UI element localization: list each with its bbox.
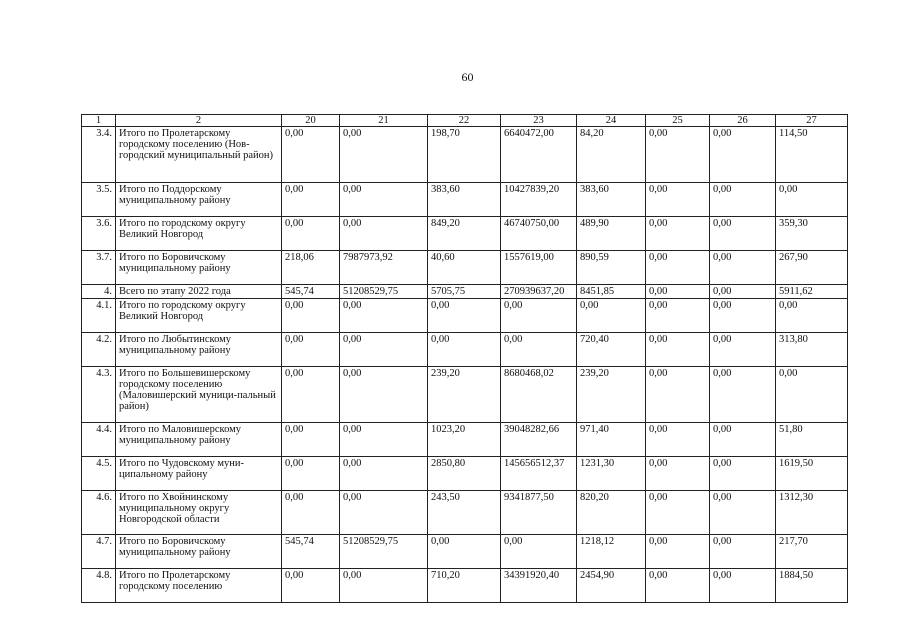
row-value: 0,00 bbox=[340, 183, 428, 217]
row-value: 0,00 bbox=[501, 535, 577, 569]
row-value: 0,00 bbox=[282, 299, 340, 333]
row-value: 0,00 bbox=[776, 367, 848, 423]
row-value: 8680468,02 bbox=[501, 367, 577, 423]
row-value: 0,00 bbox=[646, 127, 710, 183]
row-value: 383,60 bbox=[428, 183, 501, 217]
row-value: 0,00 bbox=[710, 491, 776, 535]
table-header bbox=[82, 115, 848, 127]
row-value: 0,00 bbox=[282, 183, 340, 217]
row-value: 0,00 bbox=[340, 569, 428, 603]
row-value: 820,20 bbox=[577, 491, 646, 535]
row-value: 545,74 bbox=[282, 285, 340, 299]
row-number: 4.5. bbox=[82, 457, 116, 491]
row-value: 0,00 bbox=[577, 299, 646, 333]
table-row bbox=[82, 423, 848, 457]
column-header: 20 bbox=[282, 115, 340, 127]
table-row bbox=[82, 367, 848, 423]
row-number: 4.6. bbox=[82, 491, 116, 535]
row-value: 1557619,00 bbox=[501, 251, 577, 285]
row-value: 0,00 bbox=[646, 535, 710, 569]
row-value: 5705,75 bbox=[428, 285, 501, 299]
row-value: 40,60 bbox=[428, 251, 501, 285]
row-value: 46740750,00 bbox=[501, 217, 577, 251]
row-value: 7987973,92 bbox=[340, 251, 428, 285]
row-value: 0,00 bbox=[428, 333, 501, 367]
row-value: 218,06 bbox=[282, 251, 340, 285]
row-value: 0,00 bbox=[340, 217, 428, 251]
table-row bbox=[82, 127, 848, 183]
column-header: 25 bbox=[646, 115, 710, 127]
row-number: 4. bbox=[82, 285, 116, 299]
row-value: 0,00 bbox=[282, 127, 340, 183]
page-number: 60 bbox=[461, 70, 474, 84]
row-value: 0,00 bbox=[282, 217, 340, 251]
row-value: 114,50 bbox=[776, 127, 848, 183]
table-row bbox=[82, 333, 848, 367]
row-value: 0,00 bbox=[646, 367, 710, 423]
row-value: 243,50 bbox=[428, 491, 501, 535]
row-value: 0,00 bbox=[646, 183, 710, 217]
row-value: 0,00 bbox=[646, 251, 710, 285]
row-value: 2454,90 bbox=[577, 569, 646, 603]
row-value: 0,00 bbox=[282, 367, 340, 423]
row-value: 0,00 bbox=[340, 299, 428, 333]
row-value: 8451,85 bbox=[577, 285, 646, 299]
table-row bbox=[82, 299, 848, 333]
row-value: 383,60 bbox=[577, 183, 646, 217]
row-value: 51,80 bbox=[776, 423, 848, 457]
row-value: 720,40 bbox=[577, 333, 646, 367]
row-value: 0,00 bbox=[710, 285, 776, 299]
row-name: Итого по Боровичскому муниципальному району bbox=[116, 535, 282, 569]
row-value: 0,00 bbox=[501, 299, 577, 333]
table-row bbox=[82, 251, 848, 285]
row-number: 3.6. bbox=[82, 217, 116, 251]
row-value: 849,20 bbox=[428, 217, 501, 251]
row-number: 4.3. bbox=[82, 367, 116, 423]
header-row bbox=[82, 115, 848, 127]
row-value: 270939637,20 bbox=[501, 285, 577, 299]
column-header: 27 bbox=[776, 115, 848, 127]
row-value: 145656512,37 bbox=[501, 457, 577, 491]
row-value: 545,74 bbox=[282, 535, 340, 569]
row-value: 1884,50 bbox=[776, 569, 848, 603]
row-value: 10427839,20 bbox=[501, 183, 577, 217]
row-value: 0,00 bbox=[428, 535, 501, 569]
table-row bbox=[82, 217, 848, 251]
row-value: 0,00 bbox=[646, 569, 710, 603]
row-number: 3.4. bbox=[82, 127, 116, 183]
row-value: 1231,30 bbox=[577, 457, 646, 491]
row-value: 1312,30 bbox=[776, 491, 848, 535]
row-value: 51208529,75 bbox=[340, 285, 428, 299]
row-value: 0,00 bbox=[710, 183, 776, 217]
row-number: 4.4. bbox=[82, 423, 116, 457]
data-table bbox=[81, 114, 848, 603]
table-body bbox=[82, 127, 848, 603]
row-value: 239,20 bbox=[577, 367, 646, 423]
row-value: 0,00 bbox=[340, 457, 428, 491]
row-name: Итого по Пролетарскому городскому поселению (Нов-городский муниципальный район) bbox=[116, 127, 282, 183]
row-value: 0,00 bbox=[646, 217, 710, 251]
row-value: 0,00 bbox=[710, 457, 776, 491]
table-row bbox=[82, 569, 848, 603]
column-header: 23 bbox=[501, 115, 577, 127]
row-number: 4.7. bbox=[82, 535, 116, 569]
row-value: 0,00 bbox=[710, 217, 776, 251]
row-value: 0,00 bbox=[710, 423, 776, 457]
row-value: 267,90 bbox=[776, 251, 848, 285]
row-name: Итого по Большевишерскому городскому поселению (Маловишерский муници-пальный район) bbox=[116, 367, 282, 423]
row-value: 0,00 bbox=[646, 333, 710, 367]
column-header: 24 bbox=[577, 115, 646, 127]
row-name: Всего по этапу 2022 года bbox=[116, 285, 282, 299]
row-number: 3.5. bbox=[82, 183, 116, 217]
row-value: 489,90 bbox=[577, 217, 646, 251]
table-row bbox=[82, 491, 848, 535]
row-value: 0,00 bbox=[501, 333, 577, 367]
row-value: 84,20 bbox=[577, 127, 646, 183]
row-value: 0,00 bbox=[646, 423, 710, 457]
row-number: 4.1. bbox=[82, 299, 116, 333]
column-header: 21 bbox=[340, 115, 428, 127]
row-value: 0,00 bbox=[646, 457, 710, 491]
row-value: 51208529,75 bbox=[340, 535, 428, 569]
row-value: 39048282,66 bbox=[501, 423, 577, 457]
row-value: 313,80 bbox=[776, 333, 848, 367]
row-name: Итого по Боровичскому муниципальному району bbox=[116, 251, 282, 285]
row-value: 0,00 bbox=[340, 127, 428, 183]
row-value: 0,00 bbox=[710, 299, 776, 333]
column-header: 1 bbox=[82, 115, 116, 127]
table-row bbox=[82, 285, 848, 299]
row-value: 0,00 bbox=[282, 569, 340, 603]
row-value: 0,00 bbox=[340, 333, 428, 367]
row-value: 9341877,50 bbox=[501, 491, 577, 535]
row-value: 710,20 bbox=[428, 569, 501, 603]
row-name: Итого по Любытинскому муниципальному району bbox=[116, 333, 282, 367]
row-value: 34391920,40 bbox=[501, 569, 577, 603]
column-header: 2 bbox=[116, 115, 282, 127]
row-number: 4.8. bbox=[82, 569, 116, 603]
row-value: 0,00 bbox=[710, 535, 776, 569]
row-value: 0,00 bbox=[646, 299, 710, 333]
row-value: 2850,80 bbox=[428, 457, 501, 491]
row-value: 0,00 bbox=[776, 299, 848, 333]
row-name: Итого по Пролетарскому городскому поселению bbox=[116, 569, 282, 603]
table-row bbox=[82, 535, 848, 569]
row-value: 359,30 bbox=[776, 217, 848, 251]
column-header: 26 bbox=[710, 115, 776, 127]
row-value: 1619,50 bbox=[776, 457, 848, 491]
row-value: 1023,20 bbox=[428, 423, 501, 457]
row-number: 3.7. bbox=[82, 251, 116, 285]
row-value: 0,00 bbox=[282, 457, 340, 491]
row-value: 0,00 bbox=[776, 183, 848, 217]
row-value: 0,00 bbox=[282, 423, 340, 457]
row-value: 0,00 bbox=[340, 367, 428, 423]
row-value: 0,00 bbox=[710, 569, 776, 603]
column-header: 22 bbox=[428, 115, 501, 127]
row-name: Итого по Чудовскому муни-ципальному району bbox=[116, 457, 282, 491]
row-value: 0,00 bbox=[282, 491, 340, 535]
row-value: 0,00 bbox=[282, 333, 340, 367]
row-value: 0,00 bbox=[340, 423, 428, 457]
row-name: Итого по Хвойнинскому муниципальному округу Новгородской области bbox=[116, 491, 282, 535]
row-value: 217,70 bbox=[776, 535, 848, 569]
row-name: Итого по Маловишерскому муниципальному району bbox=[116, 423, 282, 457]
row-value: 971,40 bbox=[577, 423, 646, 457]
row-value: 0,00 bbox=[710, 251, 776, 285]
row-value: 239,20 bbox=[428, 367, 501, 423]
row-number: 4.2. bbox=[82, 333, 116, 367]
row-name: Итого по Поддорскому муниципальному району bbox=[116, 183, 282, 217]
table-row bbox=[82, 457, 848, 491]
row-value: 5911,62 bbox=[776, 285, 848, 299]
row-value: 0,00 bbox=[428, 299, 501, 333]
row-value: 0,00 bbox=[710, 333, 776, 367]
row-value: 6640472,00 bbox=[501, 127, 577, 183]
row-value: 0,00 bbox=[340, 491, 428, 535]
row-value: 1218,12 bbox=[577, 535, 646, 569]
row-value: 198,70 bbox=[428, 127, 501, 183]
table-row bbox=[82, 183, 848, 217]
row-value: 890,59 bbox=[577, 251, 646, 285]
row-name: Итого по городскому округу Великий Новгород bbox=[116, 299, 282, 333]
row-value: 0,00 bbox=[710, 127, 776, 183]
row-name: Итого по городскому округу Великий Новгород bbox=[116, 217, 282, 251]
row-value: 0,00 bbox=[646, 285, 710, 299]
row-value: 0,00 bbox=[710, 367, 776, 423]
row-value: 0,00 bbox=[646, 491, 710, 535]
